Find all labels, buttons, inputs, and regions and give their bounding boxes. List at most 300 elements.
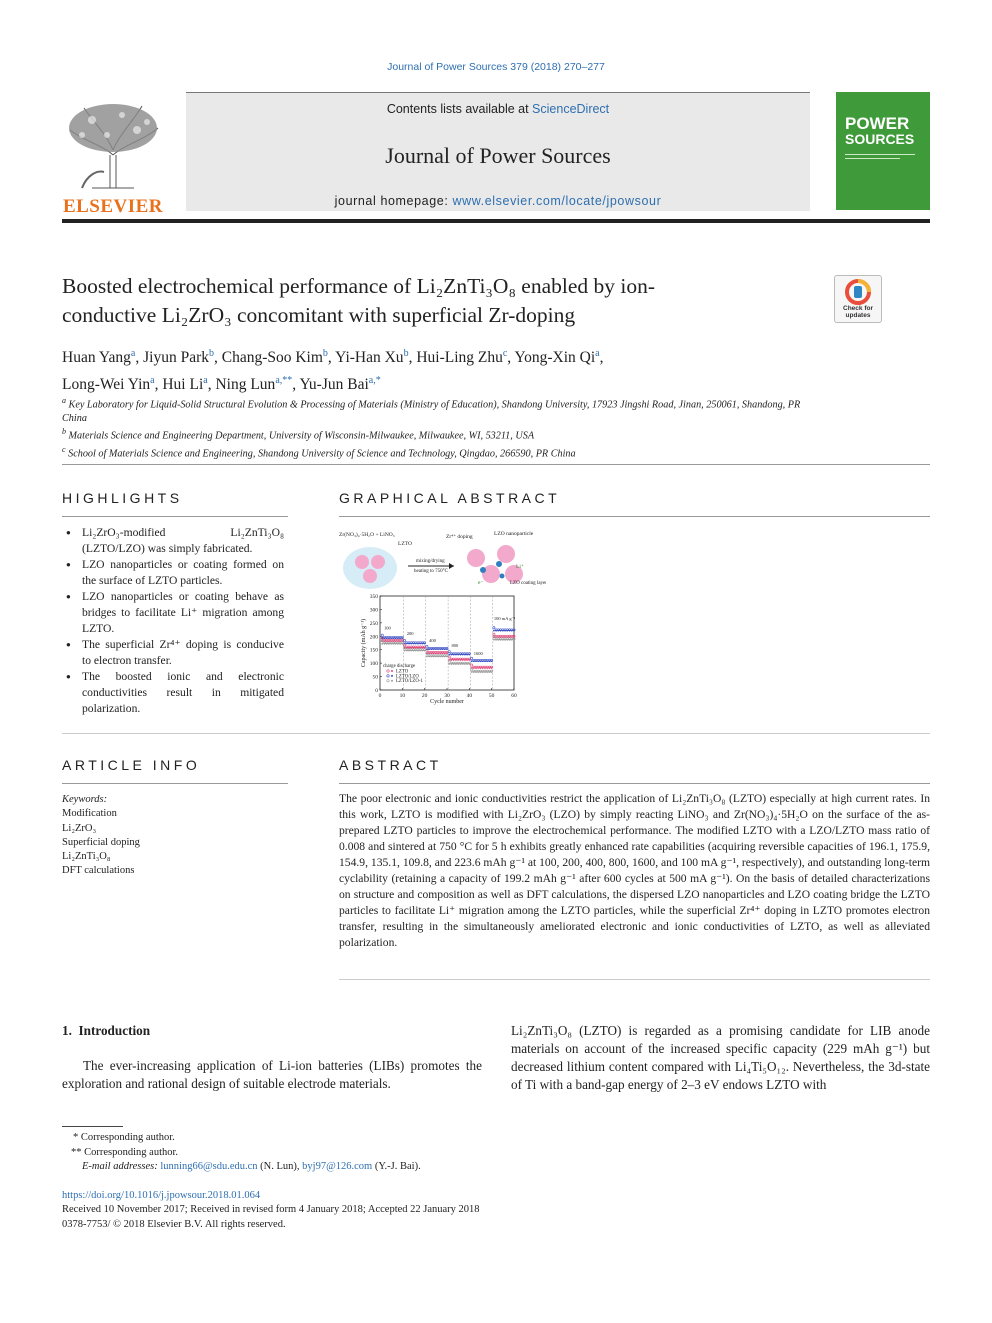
data-point	[419, 650, 421, 652]
data-point	[413, 643, 415, 645]
sciencedirect-link[interactable]: ScienceDirect	[532, 102, 610, 116]
data-point	[437, 656, 439, 658]
publisher-name: ELSEVIER	[62, 196, 164, 217]
data-point	[493, 630, 495, 632]
elsevier-tree-icon	[62, 100, 164, 190]
ga-li-label: Li⁺	[516, 564, 524, 570]
data-point	[464, 659, 466, 661]
ga-particle	[497, 545, 515, 563]
y-tick-label: 100	[369, 661, 378, 668]
data-point	[455, 654, 457, 656]
cover-title-2: SOURCES	[845, 131, 915, 147]
affiliation-item	[62, 425, 822, 443]
legend-title: charge discharge	[383, 664, 416, 670]
data-point	[509, 639, 511, 641]
data-point	[502, 630, 504, 632]
data-point	[399, 637, 401, 639]
header-rule	[62, 219, 930, 223]
elsevier-logo[interactable]	[62, 100, 164, 217]
affiliation-item	[62, 443, 822, 461]
data-point	[484, 671, 486, 673]
y-tick-label: 150	[369, 647, 378, 654]
x-tick-label: 50	[488, 693, 495, 699]
x-tick-label: 0	[378, 693, 382, 699]
data-point	[393, 643, 395, 645]
data-point	[448, 656, 450, 658]
data-point	[511, 630, 513, 632]
abstract-heading: ABSTRACT	[339, 757, 442, 773]
x-tick-label: 20	[421, 693, 428, 699]
rate-label: 100 mA g⁻¹	[493, 616, 516, 622]
data-point	[430, 648, 432, 650]
author-affiliation-mark[interactable]: a	[203, 375, 208, 387]
affiliation-text: School of Materials Science and Engineering, Shandong University of Science and Technology, Qingdao, 266590, PR China	[65, 448, 576, 460]
data-point	[464, 663, 466, 665]
highlights-list	[62, 525, 284, 717]
highlight-item: ● LZO nanoparticles or coating formed on the surface of LZTO particles.	[62, 557, 284, 589]
data-point	[486, 660, 488, 662]
legend-label: LZTO/LZO	[396, 674, 419, 680]
ga-particle	[363, 569, 377, 583]
rate-label: 800	[451, 643, 459, 649]
homepage-line	[186, 194, 810, 208]
corresponding-author-1: * Corresponding author.	[73, 1132, 175, 1143]
affiliation-mark: b	[62, 427, 66, 437]
data-point	[455, 659, 457, 661]
data-point	[453, 654, 455, 656]
author-affiliation-mark[interactable]: b	[208, 348, 214, 359]
rate-label: 400	[429, 638, 436, 644]
data-point	[442, 652, 444, 654]
email-bai-who: (Y.-J. Bai).	[372, 1161, 421, 1172]
legend-marker	[391, 680, 393, 682]
ga-coating-label: LZO coating layer	[510, 581, 546, 586]
data-point	[428, 652, 430, 654]
title-line-2: conductive Li₂ZrO₃ concomitant with superficial Zr-doping	[62, 303, 576, 327]
email-lun-who: (N. Lun),	[257, 1161, 303, 1172]
data-point	[497, 630, 499, 632]
data-point	[473, 671, 475, 673]
data-point	[451, 663, 453, 665]
data-point	[466, 659, 468, 661]
legend-label: LZTO	[396, 669, 409, 675]
cover-decoration	[845, 154, 915, 155]
affiliation-mark: a	[62, 396, 66, 405]
homepage-link[interactable]: www.elsevier.com/locate/jpowsour	[452, 194, 662, 208]
legend-marker	[391, 670, 393, 672]
data-point	[381, 634, 383, 636]
data-point	[437, 648, 439, 650]
author-name[interactable]: Huan Yang	[62, 349, 131, 367]
rate-label: 100	[384, 625, 391, 631]
data-point	[428, 656, 430, 658]
x-tick-label: 30	[444, 693, 450, 699]
data-point	[493, 627, 495, 629]
footnotes	[62, 1131, 762, 1232]
highlight-item: ● The boosted ionic and electronic conductivities result in mitigated polarization.	[62, 669, 284, 717]
data-point	[486, 667, 488, 669]
data-point	[495, 630, 497, 632]
data-point	[464, 654, 466, 656]
affiliation-item	[62, 394, 822, 425]
data-point	[419, 643, 421, 645]
affiliation-text: Key Laboratory for Liquid-Solid Structural Evolution & Processing of Materials (Ministry of Education), Shandong University, 17923 Jingshi Road, Jinan, 250061, Shandong, PR China	[62, 399, 801, 424]
ga-precursor-label: Zr(NO₃)₄·5H₂O + LiNO₃	[339, 532, 395, 538]
data-point	[484, 660, 486, 662]
ga-lzo-dot	[496, 561, 502, 567]
data-point	[399, 643, 401, 645]
data-point	[435, 652, 437, 654]
data-point	[422, 643, 424, 645]
introduction-right-text: Li₂ZnTi₃O₈ (LZTO) is regarded as a promising candidate for LIB anode materials on account of the increased specific capacity (229 mAh g⁻¹) but decreased lithium content compared with Li₄Ti₅O₁₂. Nevertheless, the 3d-state of Ti with a band-gap energy of 2–3 eV endows LZTO with	[511, 1023, 930, 1092]
affiliation-text: Materials Science and Engineering Department, University of Wisconsin-Milwaukee, Milwaukee, WI, 53211, USA	[66, 430, 535, 442]
data-point	[395, 637, 397, 639]
data-point	[395, 643, 397, 645]
author-affiliation-mark[interactable]: a	[130, 348, 136, 359]
data-point	[482, 671, 484, 673]
data-point	[386, 643, 388, 645]
data-point	[509, 630, 511, 632]
author-name[interactable]: Long-Wei Yin	[62, 376, 151, 394]
data-point	[435, 656, 437, 658]
data-point	[477, 671, 479, 673]
ga-heating-label: heating to 750°C	[414, 569, 448, 574]
data-point	[397, 637, 399, 639]
author-name[interactable]: Yi-Han Xu	[335, 349, 404, 367]
data-point	[444, 648, 446, 650]
data-point	[471, 660, 473, 662]
data-point	[406, 643, 408, 645]
data-point	[489, 660, 491, 662]
author-name[interactable]: Chang-Soo Kim	[221, 349, 323, 367]
data-point	[489, 671, 491, 673]
legend-label: LZTO/LZO-1	[396, 679, 423, 685]
author-affiliation-mark[interactable]: a,*	[368, 375, 381, 387]
data-point	[439, 648, 441, 650]
data-point	[457, 654, 459, 656]
data-point	[404, 643, 406, 645]
data-point	[442, 656, 444, 658]
author-affiliation-mark[interactable]: b	[403, 348, 409, 359]
data-point	[493, 633, 495, 635]
data-point	[410, 643, 412, 645]
data-point	[448, 650, 450, 652]
data-point	[493, 639, 495, 641]
author-affiliation-mark[interactable]: c	[502, 348, 508, 359]
ga-mixing-label: mixing/drying	[416, 559, 445, 564]
data-point	[491, 660, 493, 662]
data-point	[500, 630, 502, 632]
ga-zr-label: Zr⁴⁺ doping	[446, 534, 473, 540]
keyword-item[interactable]: DFT calculations	[62, 865, 135, 877]
author-affiliation-mark[interactable]: a,**	[275, 375, 293, 387]
data-point	[482, 667, 484, 669]
data-point	[437, 652, 439, 654]
graphical-abstract-svg	[336, 524, 546, 714]
data-point	[406, 650, 408, 652]
data-point	[381, 643, 383, 645]
cover-decoration	[845, 158, 900, 159]
data-point	[446, 656, 448, 658]
keywords-label: Keywords:	[62, 794, 108, 805]
data-point	[475, 667, 477, 669]
data-point	[424, 643, 426, 645]
highlights-heading: HIGHLIGHTS	[62, 490, 183, 506]
author-name[interactable]: Jiyun Park	[143, 349, 209, 367]
data-point	[468, 663, 470, 665]
doi-link[interactable]: https://doi.org/10.1016/j.jpowsour.2018.01.064	[62, 1189, 261, 1201]
author-name[interactable]: Hui Li	[162, 376, 204, 394]
keyword-item[interactable]: Superficial doping	[62, 836, 140, 848]
data-point	[444, 652, 446, 654]
data-point	[495, 639, 497, 641]
email-line	[62, 1160, 762, 1175]
footnote-rule	[62, 1126, 123, 1127]
data-point	[397, 643, 399, 645]
data-point	[466, 654, 468, 656]
data-point	[408, 643, 410, 645]
data-point	[497, 639, 499, 641]
keyword-item[interactable]: Li₂ZnTi₃O₈	[62, 851, 111, 863]
data-point	[460, 654, 462, 656]
copyright: 0378-7753/ © 2018 Elsevier B.V. All rights reserved.	[62, 1218, 286, 1230]
data-point	[453, 663, 455, 665]
data-point	[473, 660, 475, 662]
y-tick-label: 350	[369, 594, 378, 600]
data-point	[502, 639, 504, 641]
data-point	[433, 652, 435, 654]
highlight-item: ● Li₂ZrO₃-modified Li₂ZnTi₃O₈ (LZTO/LZO) was simply fabricated.	[62, 525, 284, 557]
data-point	[477, 667, 479, 669]
data-point	[468, 654, 470, 656]
data-point	[448, 663, 450, 665]
data-point	[388, 637, 390, 639]
data-point	[484, 667, 486, 669]
data-point	[435, 648, 437, 650]
introduction-left-text: The ever-increasing application of Li-ion batteries (LIBs) promotes the exploration and rational design of suitable electrode materials.	[62, 1058, 482, 1091]
ga-particle	[467, 549, 485, 567]
masthead	[186, 92, 810, 211]
article-title	[62, 272, 802, 330]
ga-e-label: e⁻	[478, 580, 484, 586]
data-point	[448, 654, 450, 656]
y-tick-label: 250	[369, 620, 378, 627]
divider	[62, 464, 930, 465]
email-lun-link[interactable]: lunning66@sdu.edu.cn	[160, 1161, 258, 1172]
highlight-item: ● The superficial Zr⁴⁺ doping is conducive to electron transfer.	[62, 637, 284, 669]
data-point	[480, 667, 482, 669]
legend-marker	[387, 680, 389, 682]
y-tick-label: 200	[369, 634, 378, 641]
data-point	[439, 656, 441, 658]
data-point	[422, 650, 424, 652]
data-point	[451, 654, 453, 656]
data-point	[439, 652, 441, 654]
introduction-heading: 1. Introduction	[62, 1023, 151, 1038]
x-axis-label: Cycle number	[430, 699, 464, 705]
graphical-abstract-heading: GRAPHICAL ABSTRACT	[339, 490, 561, 506]
ga-lzo-dot	[500, 574, 505, 579]
ga-lzto-label: LZTO	[398, 541, 412, 547]
journal-citation[interactable]: Journal of Power Sources 379 (2018) 270–277	[387, 61, 605, 73]
data-point	[506, 630, 508, 632]
abstract-text: The poor electronic and ionic conductivities restrict the application of Li₂ZnTi₃O₈ (LZTO) especially at high current rates. In this work, LZTO is modified with Li₂ZrO₃ (LZO) by simply reacting LiNO₃ and Zr(NO₃)₄·5H₂O on the surface of the as-prepared LZTO particles to improve the electrochemical performance. The modified LZTO with a LZO/LZTO mass ratio of 0.008 and sintered at 750 °C for 5 h exhibits greatly enhanced rate capabilities (acquiring reversible capacities of 196.1, 175.9, 154.9, 135.1, 109.8, and 223.6 mAh g⁻¹ at 100, 200, 400, 800, 1600, and 100 mA g⁻¹, respectively), and outstanding long-term cyclability (retaining a capacity of 199.2 mAh g⁻¹ after 600 cycles at 500 mA g⁻¹). On the basis of detailed characterizations on structure and composition as well as DFT calculations, the dispersed LZO nanoparticles and LZO coating bridge the LZTO particles to facilitate Li⁺ migration among the LZTO particles, while the superficial Zr⁴⁺ doping in LZTO promotes electron transfer, resulting in the simultaneously ameliorated electronic and ionic conductivities of LZTO, as well as alleviated polarization.	[339, 792, 930, 949]
data-point	[393, 637, 395, 639]
y-tick-label: 300	[369, 607, 378, 614]
y-axis-label: Capacity (mAh g⁻¹)	[361, 618, 367, 668]
journal-cover[interactable]	[836, 92, 930, 210]
data-point	[455, 663, 457, 665]
legend-marker	[387, 675, 389, 677]
ga-lzo-dot	[480, 567, 486, 573]
email-label: E-mail addresses:	[82, 1161, 161, 1172]
corresponding-author-2: ** Corresponding author.	[71, 1146, 179, 1158]
data-point	[491, 671, 493, 673]
data-point	[491, 667, 493, 669]
affiliations	[62, 394, 822, 461]
contents-line	[186, 102, 810, 116]
data-point	[506, 639, 508, 641]
data-point	[482, 660, 484, 662]
rate-label: 200	[406, 630, 414, 636]
keywords	[62, 793, 288, 879]
author-name[interactable]: Ning Lun	[215, 376, 276, 394]
data-point	[403, 639, 405, 641]
data-point	[415, 643, 417, 645]
x-tick-label: 40	[466, 693, 473, 699]
y-tick-label: 0	[375, 688, 378, 694]
rate-capability-chart	[360, 594, 517, 705]
data-point	[433, 648, 435, 650]
contents-prefix: Contents lists available at	[386, 102, 533, 116]
data-point	[513, 630, 515, 632]
keyword-item[interactable]: Modification	[62, 808, 117, 820]
data-point	[480, 671, 482, 673]
data-point	[390, 643, 392, 645]
data-point	[413, 650, 415, 652]
divider	[339, 516, 930, 517]
ga-particle	[355, 555, 369, 569]
data-point	[453, 659, 455, 661]
data-point	[471, 671, 473, 673]
legend-marker	[387, 670, 389, 672]
data-point	[446, 652, 448, 654]
data-point	[486, 671, 488, 673]
data-point	[381, 637, 383, 639]
data-point	[426, 645, 428, 647]
y-tick-label: 50	[372, 674, 378, 681]
divider	[339, 979, 930, 980]
keyword-item[interactable]: Li₂ZrO₃	[62, 822, 97, 834]
data-point	[457, 659, 459, 661]
data-point	[475, 671, 477, 673]
divider	[339, 783, 930, 784]
data-point	[451, 659, 453, 661]
data-point	[468, 659, 470, 661]
author-name[interactable]: Yu-Jun Bai	[299, 376, 369, 394]
author-list: Huan Yang$^a$, Jiyun Park$^b$, Chang-Soo Kim$^b$, Yi-Han Xu$^b$, Hui-Ling Zhu$^c$, Yong-Xin Qi$^a$, Long-Wei Yin$^a$, Hui Li$^a$, Ning Lun$^{a,**}$, Yu-Jun Bai$^{a,*}$	[62, 348, 604, 394]
data-point	[460, 659, 462, 661]
data-point	[470, 664, 472, 666]
data-point	[428, 648, 430, 650]
divider	[62, 783, 288, 784]
data-point	[500, 639, 502, 641]
title-line-1: Boosted electrochemical performance of Li₂ZnTi₃O₈ enabled by ion-	[62, 274, 656, 298]
data-point	[430, 652, 432, 654]
x-tick-label: 60	[511, 693, 517, 699]
author-affiliation-mark[interactable]: b	[322, 348, 328, 359]
legend-marker	[391, 675, 393, 677]
homepage-prefix: journal homepage:	[334, 194, 453, 208]
data-point	[426, 656, 428, 658]
data-point	[462, 659, 464, 661]
data-point	[390, 637, 392, 639]
data-point	[430, 656, 432, 658]
data-point	[504, 639, 506, 641]
author-name[interactable]: Hui-Ling Zhu	[416, 349, 503, 367]
data-point	[462, 663, 464, 665]
data-point	[401, 637, 403, 639]
data-point	[504, 630, 506, 632]
cover-title-1: POWER	[845, 114, 910, 133]
data-point	[417, 643, 419, 645]
author-name[interactable]: Yong-Xin Qi	[514, 349, 596, 367]
data-point	[426, 648, 428, 650]
data-point	[415, 650, 417, 652]
ga-arrowhead	[449, 563, 454, 569]
journal-title: Journal of Power Sources	[385, 143, 611, 168]
check-updates-label: Check for updates	[843, 305, 873, 319]
data-point	[470, 657, 472, 659]
divider	[62, 516, 288, 517]
data-point	[408, 650, 410, 652]
data-point	[511, 639, 513, 641]
data-point	[424, 650, 426, 652]
data-point	[386, 637, 388, 639]
data-point	[460, 663, 462, 665]
data-point	[513, 639, 515, 641]
data-point	[475, 660, 477, 662]
received-dates: Received 10 November 2017; Received in revised form 4 January 2018; Accepted 22 January 2018	[62, 1204, 480, 1215]
ga-lzo-nano-label: LZO nanoparticle	[494, 531, 534, 537]
affiliation-mark: c	[62, 445, 66, 455]
article-info-heading: ARTICLE INFO	[62, 757, 201, 773]
check-updates-icon	[835, 278, 881, 306]
data-point	[384, 637, 386, 639]
data-point	[473, 667, 475, 669]
data-point	[417, 650, 419, 652]
data-point	[388, 643, 390, 645]
data-point	[401, 643, 403, 645]
data-point	[462, 654, 464, 656]
graphical-abstract-figure[interactable]	[336, 524, 546, 714]
data-point	[446, 648, 448, 650]
check-for-updates-button[interactable]	[834, 275, 882, 323]
divider	[62, 733, 930, 734]
data-point	[457, 663, 459, 665]
data-point	[410, 650, 412, 652]
data-point	[433, 656, 435, 658]
author-affiliation-mark[interactable]: a	[150, 375, 155, 387]
data-point	[489, 667, 491, 669]
data-point	[404, 650, 406, 652]
data-point	[466, 663, 468, 665]
email-bai-link[interactable]: byj97@126.com	[302, 1161, 373, 1172]
x-tick-label: 10	[399, 693, 406, 699]
data-point	[480, 660, 482, 662]
author-affiliation-mark[interactable]: a	[595, 348, 600, 359]
data-point	[444, 656, 446, 658]
